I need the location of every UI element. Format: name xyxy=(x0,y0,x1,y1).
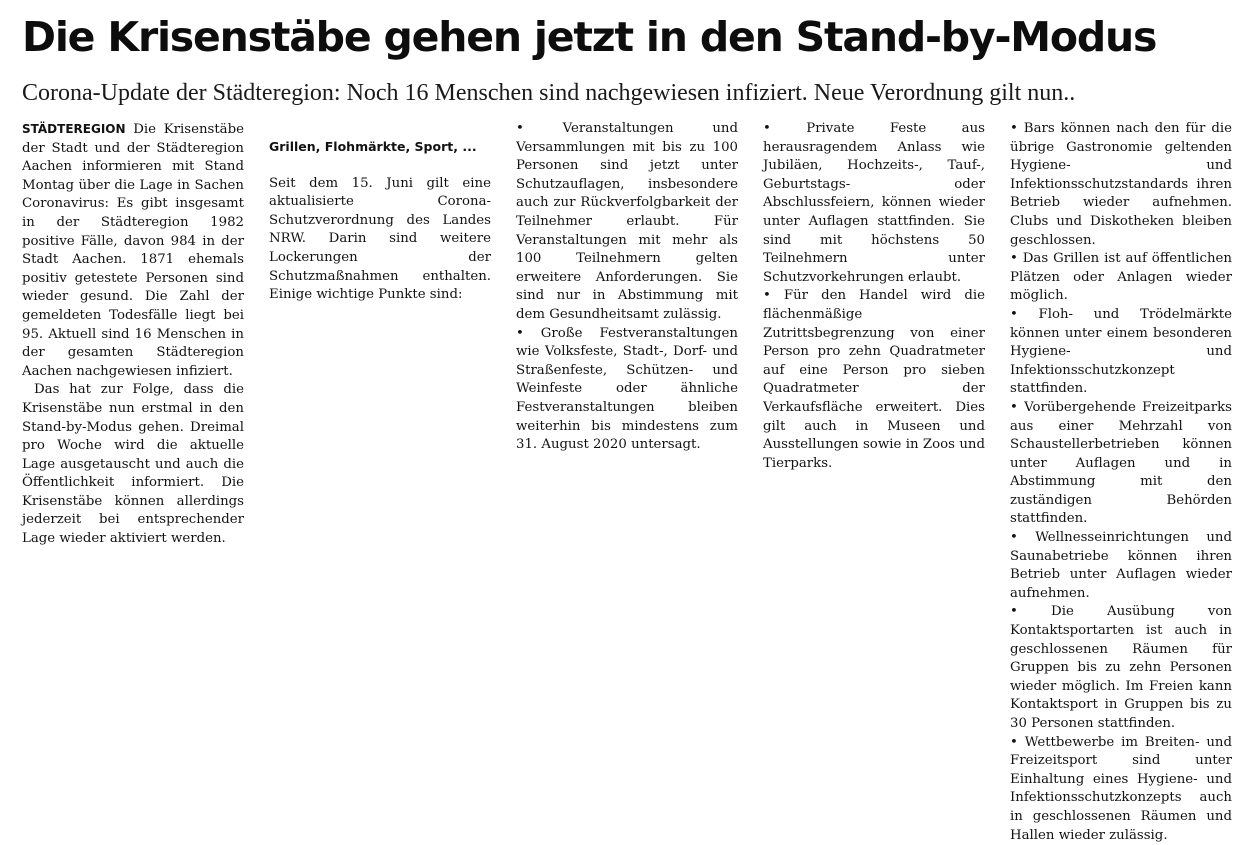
column-5 xyxy=(1010,120,1232,843)
bullet-item: • Bars können nach den für die übrige Gastronomie geltenden Hygiene- und Infektionsschutzstandards ihren Betrieb wieder aufnehmen. Clubs und Diskotheken bleiben geschlossen. xyxy=(1010,121,1232,248)
column-4 xyxy=(763,120,985,475)
bullet-item: • Große Festveranstaltungen wie Volksfeste, Stadt-, Dorf- und Straßenfeste, Schützen- und Weinfeste oder ähnliche Festveranstaltungen bleiben weiterhin bis mindestens zum 31. August 2020 untersagt. xyxy=(516,325,738,453)
bullet-item: • Floh- und Trödelmärkte können unter einem besonderen Hygiene- und Infektionsschutzkonzept stattfinden. xyxy=(1010,306,1232,397)
bullet-item: • Veranstaltungen und Versammlungen mit bis zu 100 Personen sind jetzt unter Schutzauflagen, insbesondere auch zur Rückverfolgbarkeit der Teilnehmer erlaubt. Für Veranstaltungen mit mehr als 100 Teilnehmern gelten erweitere Anforderungen. Sie sind nur in Abstimmung mit dem Gesundheitsamt zulässig. xyxy=(516,121,738,322)
bullet-item: • Für den Handel wird die flächenmäßige Zutrittsbegrenzung von einer Person pro zehn Quadratmeter auf eine Person pro sieben Quadratmeter der Verkaufsfläche erweitert. Dies gilt auch in Museen und Ausstellungen sowie in Zoos und Tierparks. xyxy=(763,288,985,471)
subheadline: Corona-Update der Städteregion: Noch 16 Menschen sind nachgewiesen infiziert. Neue Verordnung gilt nun.. xyxy=(22,80,1076,106)
column-1 xyxy=(22,120,244,547)
lead-paragraph xyxy=(22,120,244,381)
bullet-item: • Wettbewerbe im Breiten- und Freizeitsport sind unter Einhaltung eines Hygiene- und Infektionsschutzkonzepts auch in geschlossenen Räumen und Hallen wieder zulässig. xyxy=(1010,734,1232,843)
bullet-item: • Wellnesseinrichtungen und Saunabetriebe können ihren Betrieb unter Auflagen wieder aufnehmen. xyxy=(1010,530,1232,601)
column-3 xyxy=(516,120,738,475)
headline: Die Krisenstäbe gehen jetzt in den Stand-by-Modus xyxy=(22,13,1157,61)
paragraph-1-text: Die Krisenstäbe der Stadt und der Städteregion Aachen informieren mit Stand Montag über die Lage in Sachen Coronavirus: Es gibt insgesamt in der Städteregion 1982 positive Fälle, davon 984 in der Stadt Aachen. 1871 ehemals positiv getestete Personen sind wieder gesund. Die Zahl der gemeldeten Todesfälle liegt bei 95. Aktuell sind 16 Menschen in der gesamten Städteregion Aachen nachgewiesen infiziert. xyxy=(22,122,244,379)
dateline: STÄDTEREGION xyxy=(22,122,126,136)
article-columns xyxy=(22,120,1232,843)
bullet-item: • Vorübergehende Freizeitparks aus einer Mehrzahl von Schaustellerbetrieben können unter Auflagen und in Abstimmung mit den zuständigen Behörden stattfinden. xyxy=(1010,399,1232,527)
bullet-item: • Die Ausübung von Kontaktsportarten ist auch in geschlossenen Räumen für Gruppen bis zu zehn Personen wieder möglich. Im Freien kann Kontaktsport in Gruppen bis zu 30 Personen stattfinden. xyxy=(1010,604,1232,731)
crosshead: Grillen, Flohmärkte, Sport, ... xyxy=(269,139,477,154)
bullet-item: • Private Feste aus herausragendem Anlass wie Jubiläen, Hochzeits-, Tauf-, Geburtstags- oder Abschlussfeiern, können wieder unter Auflagen stattfinden. Sie sind mit höchstens 50 Teilnehmern unter Schutzvorkehrungen erlaubt. xyxy=(763,121,985,285)
paragraph-2: Das hat zur Folge, dass die Krisenstäbe nun erstmal in den Stand-by-Modus gehen. Dreimal pro Woche wird die aktuelle Lage ausgetauscht und auch die Öffentlichkeit informiert. Die Krisenstäbe können allerdings jederzeit bei entsprechender Lage wieder aktiviert werden. xyxy=(22,382,244,547)
column-2 xyxy=(269,120,491,475)
bullet-item: • Das Grillen ist auf öffentlichen Plätzen oder Anlagen wieder möglich. xyxy=(1010,251,1232,304)
paragraph-3: Seit dem 15. Juni gilt eine aktualisierte Corona-Schutzverordnung des Landes NRW. Darin sind weitere Lockerungen der Schutzmaßnahmen enthalten. Einige wichtige Punkte sind: xyxy=(269,175,491,303)
